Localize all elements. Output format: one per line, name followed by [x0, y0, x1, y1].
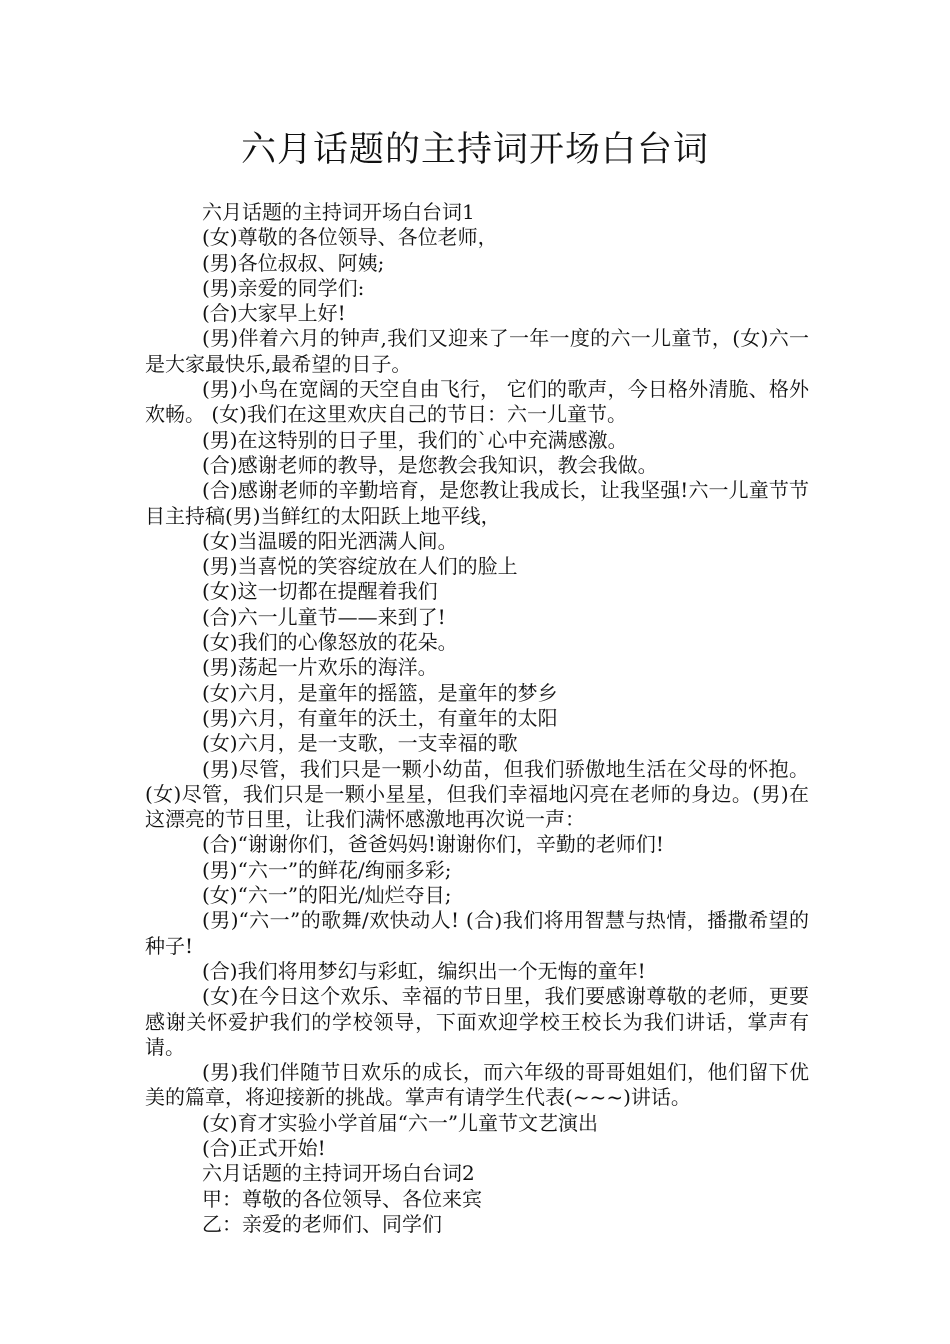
document-body	[145, 200, 809, 1237]
body-paragraph: (女)尊敬的各位领导、各位老师，	[202, 225, 498, 250]
body-paragraph: 六月话题的主持词开场白台词1	[202, 200, 475, 224]
body-paragraph: (男)伴着六月的钟声,我们又迎来了一年一度的六一儿童节，(女)六一是大家最快乐,最希望的日子。	[145, 326, 809, 376]
body-paragraph: (女)六月，是童年的摇篮，是童年的梦乡	[202, 680, 558, 705]
body-paragraph: 乙：亲爱的老师们、同学们	[202, 1211, 442, 1236]
body-paragraph: (男)荡起一片欢乐的海洋。	[202, 655, 438, 680]
body-paragraph: (男)在这特别的日子里，我们的`心中充满感激。	[202, 427, 628, 452]
document-title: 六月话题的主持词开场白台词	[240, 130, 709, 170]
body-paragraph: (女)育才实验小学首届“六一”儿童节文艺演出	[202, 1110, 599, 1135]
body-paragraph: (合)“谢谢你们，爸爸妈妈!谢谢你们，辛勤的老师们!	[202, 832, 664, 857]
body-paragraph: 六月话题的主持词开场白台词2	[202, 1161, 475, 1186]
body-paragraph: (女)我们的心像怒放的花朵。	[202, 630, 458, 655]
body-paragraph: (男)尽管，我们只是一颗小幼苗，但我们骄傲地生活在父母的怀抱。 (女)尽管，我们只是一颗小星星，但我们幸福地闪亮在老师的身边。(男)在这漂亮的节日里，让我们满怀感激地再次说一声：	[145, 756, 809, 832]
body-paragraph: 甲：尊敬的各位领导、各位来宾	[202, 1186, 482, 1211]
body-paragraph: (合)六一儿童节——来到了!	[202, 604, 446, 629]
body-paragraph: (合)感谢老师的辛勤培育，是您教让我成长，让我坚强!六一儿童节节目主持稿(男)当鲜红的太阳跃上地平线，	[145, 478, 809, 528]
body-paragraph: (女)在今日这个欢乐、幸福的节日里，我们要感谢尊敬的老师，更要感谢关怀爱护我们的学校领导，下面欢迎学校王校长为我们讲话，掌声有请。	[145, 984, 809, 1059]
body-paragraph: (合)我们将用梦幻与彩虹，编织出一个无悔的童年!	[202, 958, 646, 983]
body-paragraph: (女)这一切都在提醒着我们	[202, 579, 438, 604]
body-paragraph: (女)“六一”的阳光/灿烂夺目;	[202, 883, 452, 908]
body-paragraph: (男)“六一”的鲜花/绚丽多彩;	[202, 857, 452, 882]
body-paragraph: (合)正式开始!	[202, 1135, 326, 1160]
body-paragraph: (女)当温暖的阳光洒满人间。	[202, 528, 458, 553]
body-paragraph: (男)各位叔叔、阿姨;	[202, 250, 385, 275]
body-paragraph: (女)六月，是一支歌，一支幸福的歌	[202, 731, 518, 756]
body-paragraph: (合)大家早上好!	[202, 301, 346, 326]
body-paragraph: (男)我们伴随节日欢乐的成长，而六年级的哥哥姐姐们，他们留下优美的篇章，将迎接新的挑战。掌声有请学生代表(~~~)讲话。	[145, 1060, 809, 1110]
body-paragraph: (男)“六一”的歌舞/欢快动人! (合)我们将用智慧与热情，播撒希望的种子!	[145, 908, 809, 958]
body-paragraph: (男)六月，有童年的沃土，有童年的太阳	[202, 705, 558, 730]
body-paragraph: (男)亲爱的同学们:	[202, 275, 365, 300]
body-paragraph: (男)小鸟在宽阔的天空自由飞行， 它们的歌声，今日格外清脆、格外欢畅。 (女)我们在这里欢庆自己的节日：六一儿童节。	[145, 377, 809, 427]
body-paragraph: (男)当喜悦的笑容绽放在人们的脸上	[202, 554, 518, 579]
body-paragraph: (合)感谢老师的教导，是您教会我知识，教会我做。	[202, 452, 658, 477]
